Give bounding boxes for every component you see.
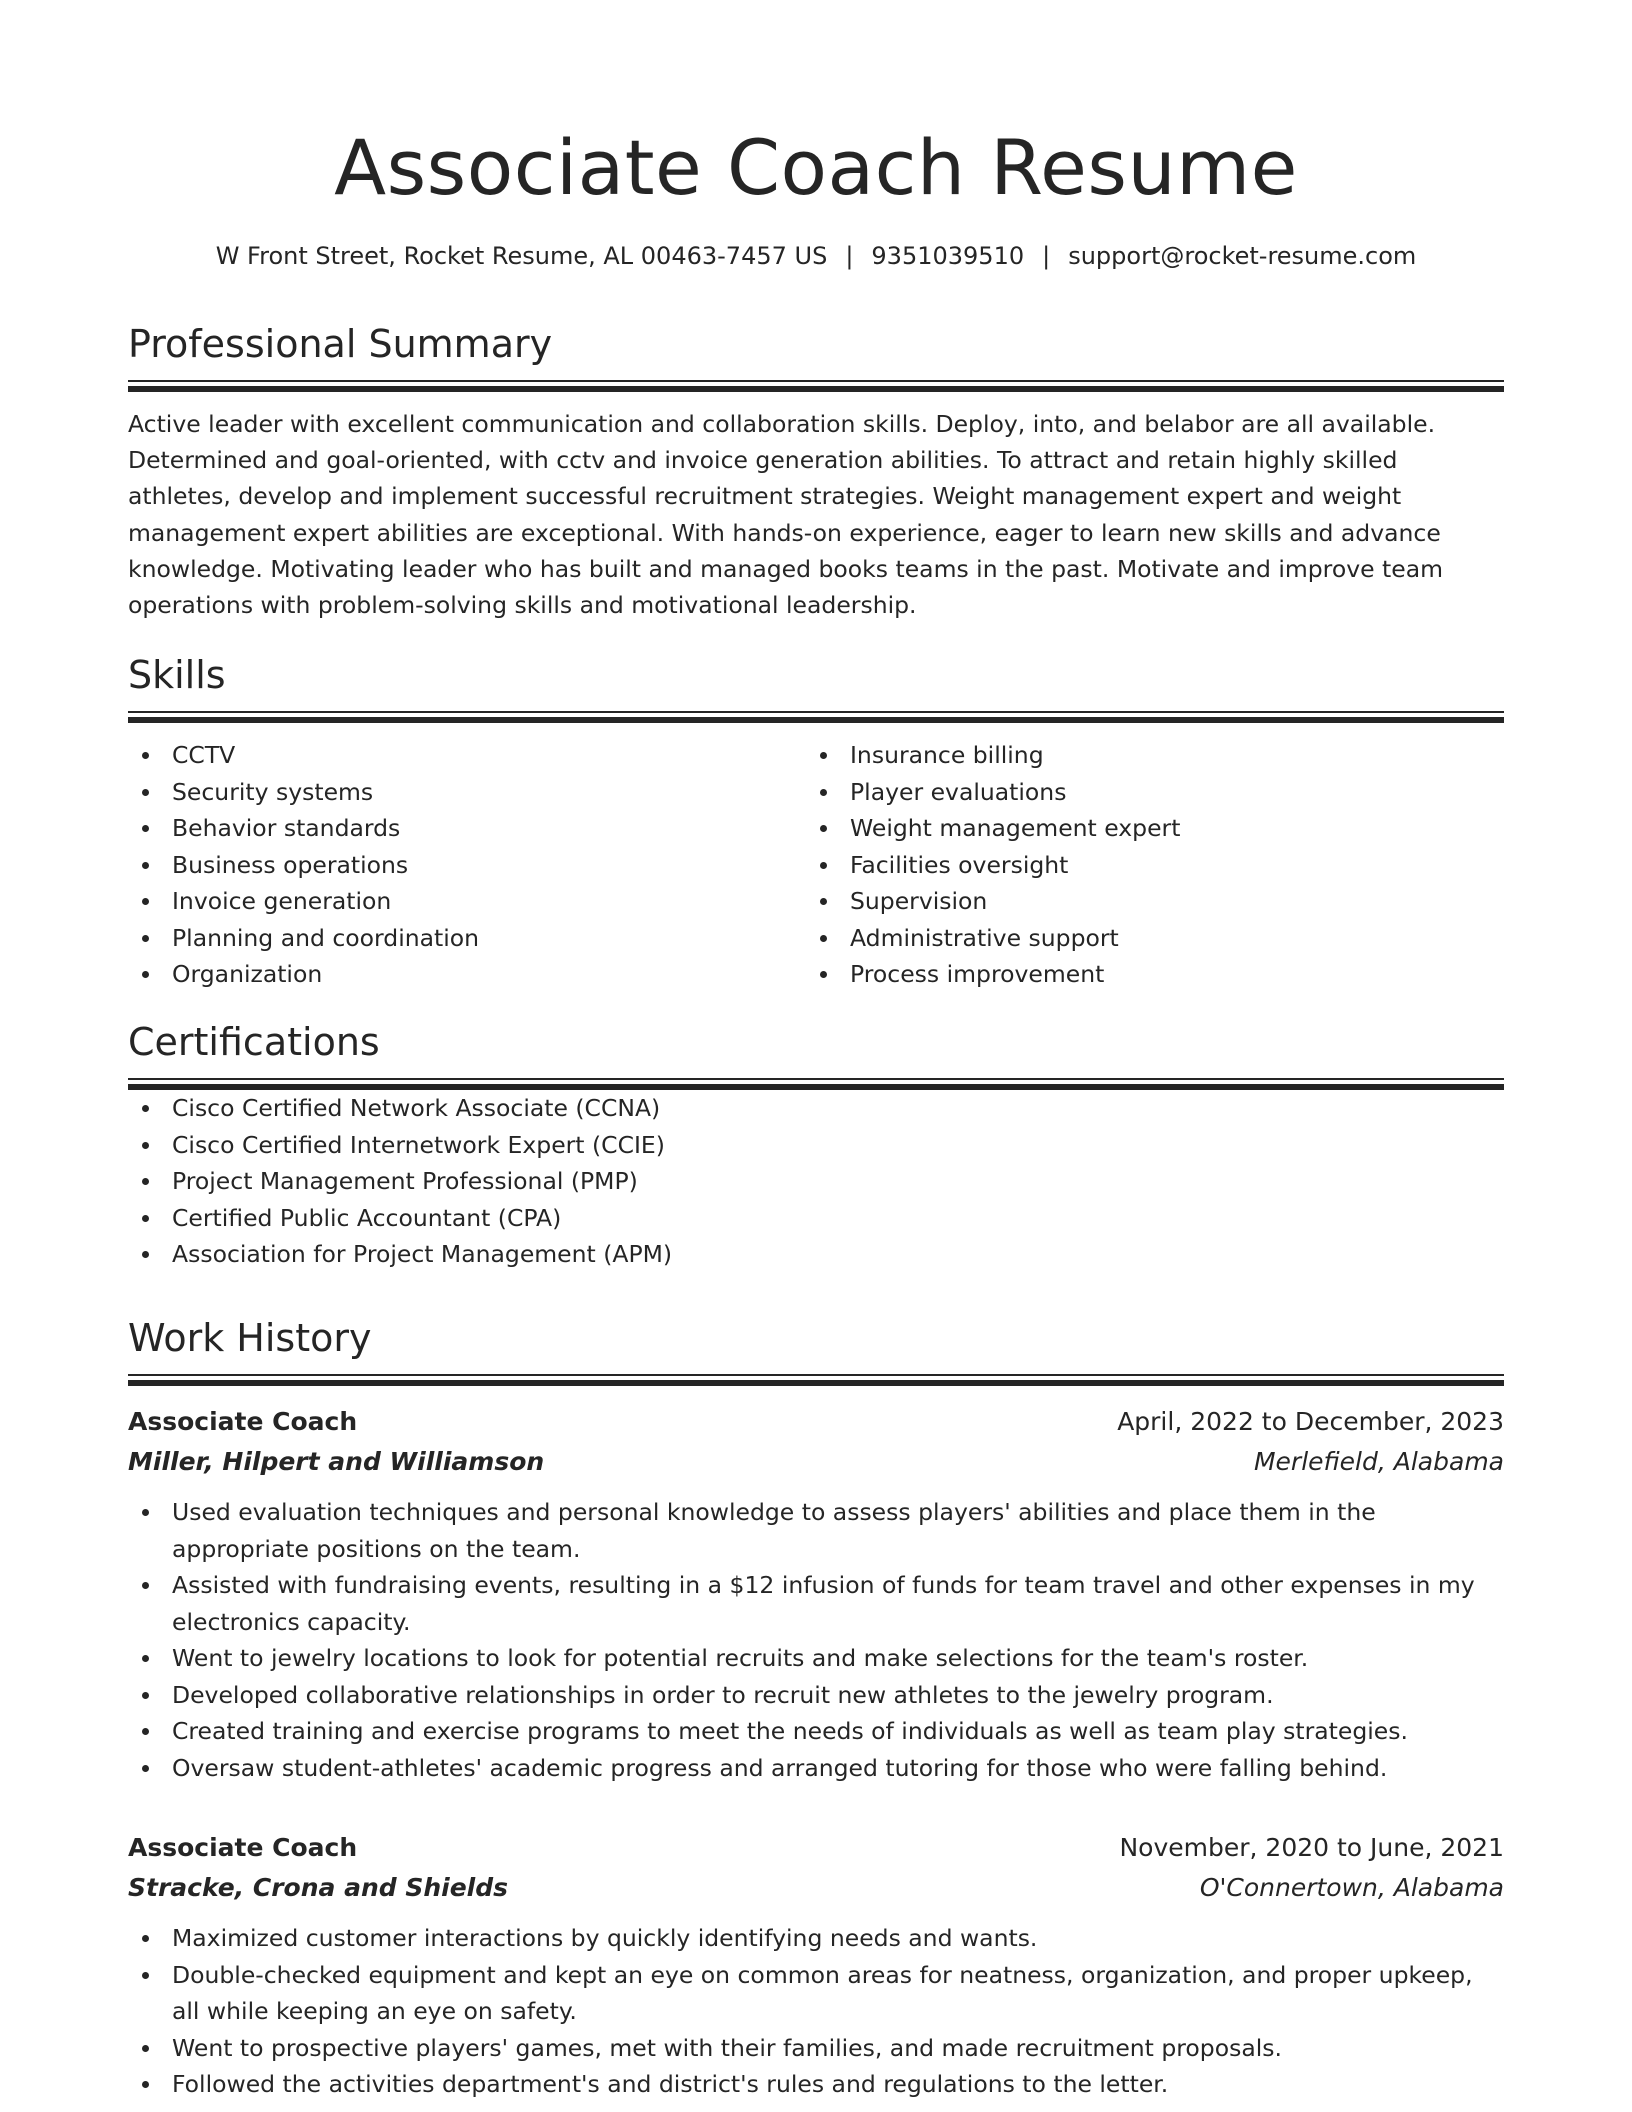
list-item: Planning and coordination: [128, 920, 806, 957]
address: W Front Street, Rocket Resume, AL 00463-7457 US: [215, 242, 828, 270]
section-divider: [128, 1374, 1504, 1386]
list-item: Followed the activities department's and district's rules and regulations to the letter.: [128, 2066, 1504, 2103]
certifications-heading: Certifications: [128, 1020, 380, 1064]
list-item: Security systems: [128, 774, 806, 811]
list-item: Maximized customer interactions by quickly identifying needs and wants.: [128, 1920, 1504, 1957]
skills-section: [128, 651, 1504, 993]
job-bullets: [128, 1494, 1504, 1786]
list-item: Organization: [128, 956, 806, 993]
job-location: Merlefield, Alabama: [1253, 1447, 1504, 1476]
email: support@rocket-resume.com: [1068, 242, 1417, 270]
skills-heading: Skills: [128, 653, 226, 697]
job-subheader: [128, 1868, 1504, 1908]
work-history-heading: Work History: [128, 1316, 372, 1360]
job-location: O'Connertown, Alabama: [1199, 1873, 1504, 1902]
work-history-section: [128, 1314, 1504, 2103]
certifications-list: [128, 1090, 1504, 1273]
list-item: CCTV: [128, 737, 806, 774]
section-divider: [128, 711, 1504, 723]
section-divider: [128, 380, 1504, 392]
list-item: Invoice generation: [128, 883, 806, 920]
job-bullets: [128, 1920, 1504, 2103]
list-item: Went to jewelry locations to look for potential recruits and make selections for the team's roster.: [128, 1640, 1504, 1677]
job-dates: November, 2020 to June, 2021: [1119, 1833, 1504, 1862]
job-entry: [128, 1402, 1504, 1786]
list-item: Supervision: [806, 883, 1484, 920]
list-item: Assisted with fundraising events, resulting in a $12 infusion of funds for team travel and other expenses in my electronics capacity.: [128, 1567, 1504, 1640]
list-item: Used evaluation techniques and personal knowledge to assess players' abilities and place them in the appropriate positions on the team.: [128, 1494, 1504, 1567]
list-item: Business operations: [128, 847, 806, 884]
job-dates: April, 2022 to December, 2023: [1117, 1407, 1504, 1436]
skills-grid: [128, 737, 1504, 993]
company-name: Stracke, Crona and Shields: [128, 1873, 509, 1902]
list-item: Weight management expert: [806, 810, 1484, 847]
contact-separator: |: [1042, 242, 1051, 270]
list-item: Project Management Professional (PMP): [128, 1163, 1504, 1200]
list-item: Process improvement: [806, 956, 1484, 993]
resume-title: Associate Coach Resume: [334, 123, 1298, 212]
job-entry: [128, 1828, 1504, 2103]
job-subheader: [128, 1442, 1504, 1482]
list-item: Cisco Certified Network Associate (CCNA): [128, 1090, 1504, 1127]
job-title: Associate Coach: [128, 1833, 358, 1862]
skills-list-left: [128, 737, 806, 993]
list-item: Cisco Certified Internetwork Expert (CCIE): [128, 1127, 1504, 1164]
list-item: Behavior standards: [128, 810, 806, 847]
skills-list-right: [806, 737, 1484, 993]
list-item: Went to prospective players' games, met with their families, and made recruitment proposals.: [128, 2030, 1504, 2067]
summary-heading: Professional Summary: [128, 322, 553, 366]
summary-text: Active leader with excellent communication and collaboration skills. Deploy, into, and belabor are all available. Determined and goal-oriented, with cctv and invoice generation abilities. To attract and retain highly skilled athletes, develop and implement successful recruitment strategies. Weight management expert and weight management expert abilities are exceptional. With hands-on experience, eager to learn new skills and advance knowledge. Motivating leader who has built and managed books teams in the past. Motivate and improve team operations with problem-solving skills and motivational leadership.: [128, 410, 1444, 620]
job-title: Associate Coach: [128, 1407, 358, 1436]
list-item: Developed collaborative relationships in order to recruit new athletes to the jewelry program.: [128, 1677, 1504, 1714]
company-name: Miller, Hilpert and Williamson: [128, 1447, 545, 1476]
list-item: Insurance billing: [806, 737, 1484, 774]
list-item: Facilities oversight: [806, 847, 1484, 884]
job-header: [128, 1828, 1504, 1868]
list-item: Double-checked equipment and kept an eye on common areas for neatness, organization, and proper upkeep, all while keeping an eye on safety.: [128, 1957, 1504, 2030]
list-item: Oversaw student-athletes' academic progress and arranged tutoring for those who were falling behind.: [128, 1750, 1504, 1787]
phone: 9351039510: [871, 242, 1025, 270]
list-item: Player evaluations: [806, 774, 1484, 811]
summary-section: [128, 320, 1504, 623]
job-header: [128, 1402, 1504, 1442]
list-item: Certified Public Accountant (CPA): [128, 1200, 1504, 1237]
list-item: Administrative support: [806, 920, 1484, 957]
certifications-section: [128, 1018, 1504, 1273]
list-item: Created training and exercise programs to meet the needs of individuals as well as team play strategies.: [128, 1713, 1504, 1750]
contact-line: [128, 238, 1504, 274]
contact-separator: |: [845, 242, 854, 270]
section-divider: [128, 1078, 1504, 1090]
list-item: Association for Project Management (APM): [128, 1236, 1504, 1273]
